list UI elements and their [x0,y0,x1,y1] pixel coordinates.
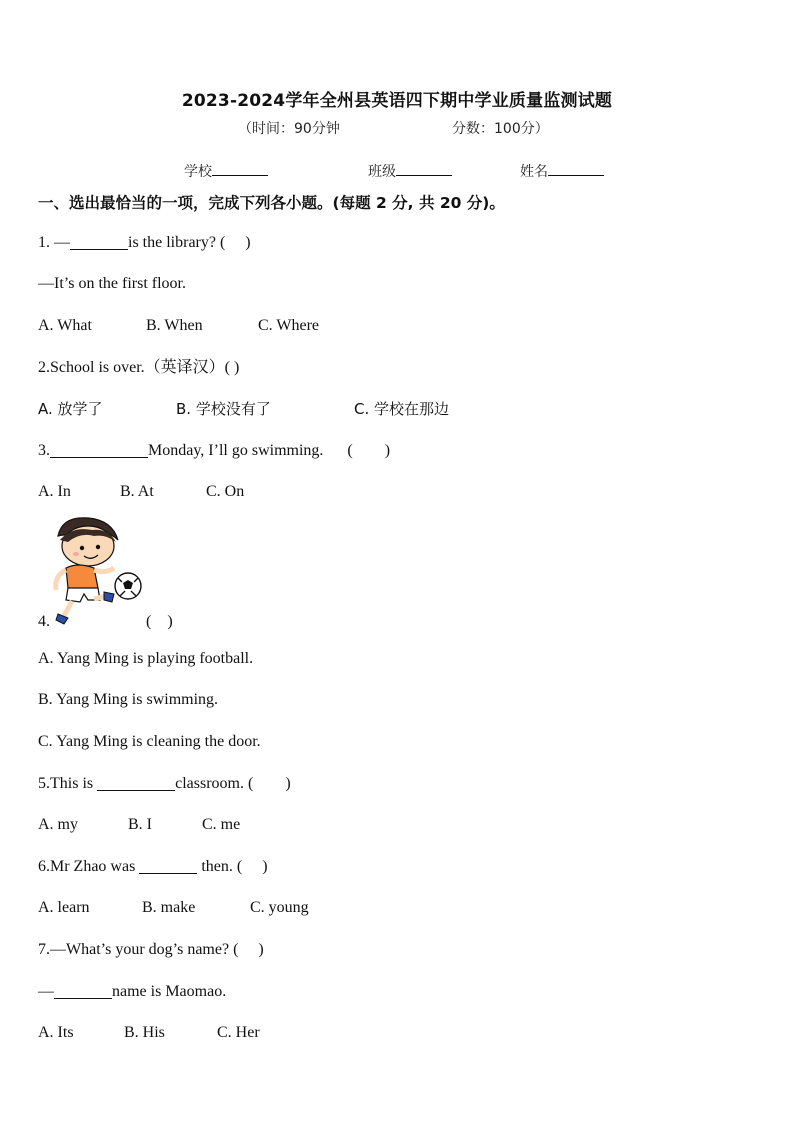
q3-blank [50,441,148,458]
q1-blank [70,233,128,250]
boy-kicking-football-icon [48,514,146,626]
question-6-stem [38,857,268,877]
question-6-options [38,898,309,918]
q1-option-b: B. When [146,317,203,334]
q3-prefix: 3. [38,442,50,459]
class-blank [396,160,452,176]
q6-blank [139,857,197,874]
q3-answer-paren: ( ) [347,442,391,459]
q5-suffix: classroom. ( ) [175,775,291,792]
q4-answer-paren: ( ) [146,613,173,630]
question-1-reply: —It’s on the first floor. [38,275,186,292]
q7-blank [54,982,112,999]
question-5-stem [38,774,291,794]
name-blank [548,160,604,176]
q1-suffix: is the library? ( ) [128,234,251,251]
question-1-stem [38,233,251,253]
question-3-stem [38,441,390,461]
q6-option-a: A. learn [38,899,90,916]
question-4-option-a: A. Yang Ming is playing football. [38,650,254,667]
question-3-options [38,482,244,502]
q1-option-a: A. What [38,317,92,334]
question-1-options [38,316,319,336]
q6-suffix: then. ( ) [197,858,268,875]
school-field [184,160,268,181]
q5-option-b: B. I [128,816,152,833]
q7-prefix: — [38,983,54,1000]
school-blank [212,160,268,176]
q5-blank [97,774,175,791]
q3-option-c: C. On [206,483,245,500]
name-field [520,160,604,181]
name-label: 姓名 [520,164,548,180]
class-label: 班级 [368,164,396,180]
question-7-stem: 7.—What’s your dog’s name? ( ) [38,941,264,958]
q3-suffix: Monday, I’ll go swimming. [148,442,324,459]
question-2-stem: 2.School is over.（英译汉）( ) [38,359,240,376]
q5-option-c: C. me [202,816,241,833]
school-label: 学校 [184,164,212,180]
question-5-options [38,815,240,835]
question-4-stem [38,612,173,632]
q3-option-b: B. At [120,483,154,500]
q1-prefix: 1. — [38,234,70,251]
q7-option-a: A. Its [38,1024,74,1041]
q5-option-a: A. my [38,816,78,833]
q6-option-b: B. make [142,899,196,916]
page-title: 2023-2024学年全州县英语四下期中学业质量监测试题 [181,91,613,111]
q7-suffix: name is Maomao. [112,983,227,1000]
q3-option-a: A. In [38,483,71,500]
section-heading: 一、选出最恰当的一项，完成下列各小题。(每题 2 分, 共 20 分)。 [38,194,505,212]
question-7-reply [38,982,226,1002]
question-2-options [38,399,449,419]
q2-option-b: B. 学校没有了 [176,400,271,418]
q2-option-c: C. 学校在那边 [354,400,450,418]
q6-prefix: 6.Mr Zhao was [38,858,140,875]
exam-time: （时间：90分钟 [238,121,340,137]
exam-score: 分数：100分） [452,121,549,137]
q6-option-c: C. young [250,899,309,916]
q4-number: 4. [38,613,50,630]
q7-option-c: C. Her [217,1024,260,1041]
q1-option-c: C. Where [258,317,320,334]
q2-option-a: A. 放学了 [38,400,103,418]
q5-prefix: 5.This is [38,775,98,792]
question-7-options [38,1023,260,1043]
class-field [368,160,452,181]
question-4-option-b: B. Yang Ming is swimming. [38,691,219,708]
question-4-option-c: C. Yang Ming is cleaning the door. [38,733,261,750]
q7-option-b: B. His [124,1024,165,1041]
